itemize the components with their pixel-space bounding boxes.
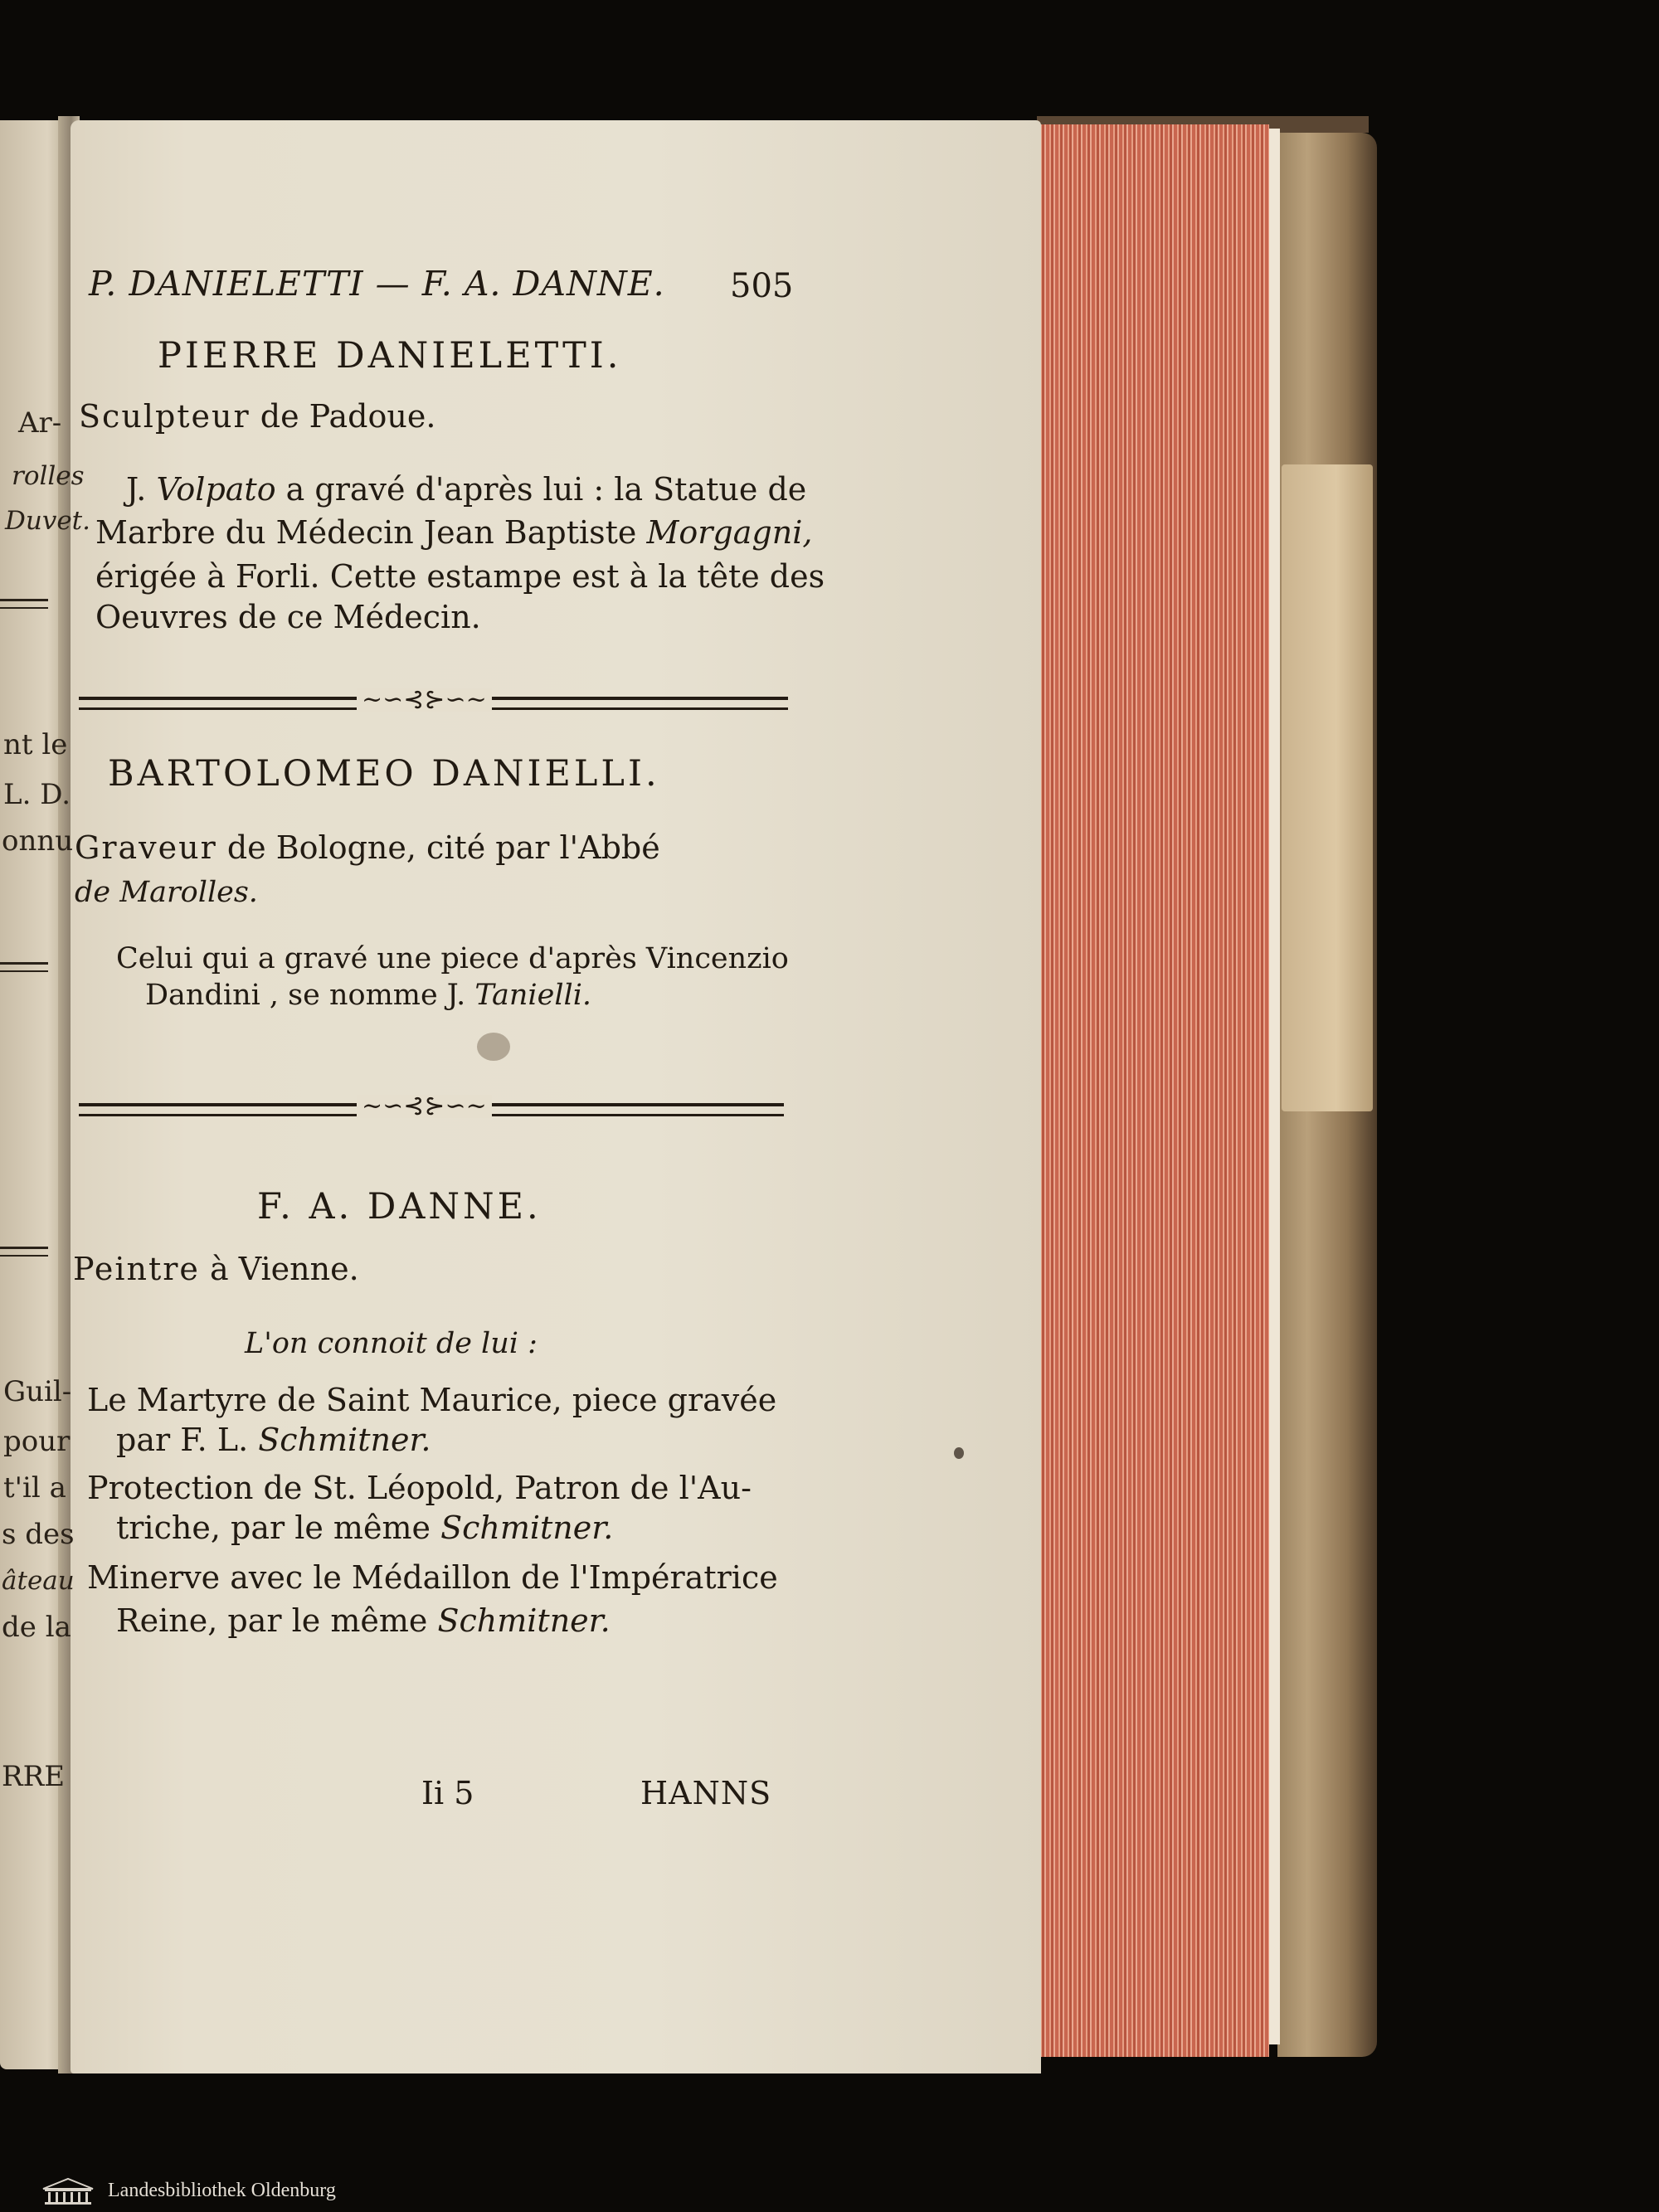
left-fragment: âteau	[2, 1566, 75, 1596]
left-fragment: nt le	[3, 728, 68, 761]
engraver-name: Schmitner.	[437, 1602, 611, 1639]
entry-role	[75, 829, 660, 866]
work-line	[116, 1510, 613, 1546]
left-fragment: onnu	[2, 824, 74, 858]
entry-line: érigée à Forli. Cette estampe est à la tête des	[95, 558, 825, 595]
entry-note-line	[145, 979, 591, 1012]
works-intro: L'on connoit de lui :	[245, 1327, 538, 1360]
work-line: Protection de St. Léopold, Patron de l'Au-	[87, 1470, 752, 1506]
work-line: Le Martyre de Saint Maurice, piece gravée	[87, 1382, 777, 1418]
left-fragment: L. D.	[3, 778, 71, 811]
left-fragment: Guil-	[3, 1375, 72, 1408]
role-word: Peintre	[73, 1251, 200, 1287]
library-logo	[41, 2177, 95, 2205]
left-fragment: Duvet.	[5, 506, 90, 536]
engraver-name: Schmitner.	[258, 1422, 431, 1458]
page-number: 505	[730, 267, 794, 305]
running-title: P. DANIELETTI — F. A. DANNE.	[89, 264, 665, 304]
entry-heading: BARTOLOMEO DANIELLI.	[108, 753, 660, 795]
entry-role-line2: de Marolles.	[75, 876, 258, 909]
signature-mark: Ii 5	[421, 1775, 474, 1811]
engraver-name: Tanielli.	[474, 979, 592, 1012]
subject-name: Morgagni,	[646, 514, 813, 551]
left-fragment: t'il a	[3, 1471, 66, 1505]
left-fragment: Ar-	[18, 406, 62, 440]
entry-line	[126, 471, 806, 508]
entry-heading: F. A. DANNE.	[257, 1186, 542, 1228]
left-fragment: RRE	[2, 1760, 66, 1793]
role-rest: à Vienne.	[199, 1251, 359, 1287]
left-fragment: de la	[2, 1611, 71, 1644]
left-rule	[0, 1247, 48, 1257]
foxing-stain	[477, 1033, 510, 1061]
entry-line: Oeuvres de ce Médecin.	[95, 599, 481, 635]
work-line: Minerve avec le Médaillon de l'Impératrice	[87, 1559, 778, 1596]
library-name: Landesbibliothek Oldenburg	[108, 2180, 336, 2201]
left-fragment: pour	[3, 1425, 71, 1458]
entry-line	[95, 514, 812, 551]
entry-role	[73, 1251, 359, 1287]
left-rule	[0, 599, 48, 609]
engraver-name: Schmitner.	[440, 1510, 614, 1546]
role-rest: de Bologne, cité par l'Abbé	[216, 829, 660, 866]
entry-note-line: Celui qui a gravé une piece d'après Vincenzio	[116, 942, 789, 975]
text: J.	[126, 471, 157, 508]
role-rest: de Padoue.	[250, 398, 436, 435]
entry-role	[79, 398, 435, 435]
page-block-edge	[1037, 124, 1269, 2057]
cover-paper-patch	[1282, 464, 1373, 1111]
ink-spot	[954, 1447, 964, 1459]
work-line	[116, 1602, 611, 1639]
catchword: HANNS	[640, 1775, 772, 1811]
engraver-name: Volpato	[156, 471, 276, 508]
text: triche, par le même	[116, 1510, 441, 1546]
rule-ornament: ~∽⊰⊱∽~	[357, 1095, 492, 1118]
entry-heading: PIERRE DANIELETTI.	[158, 335, 622, 377]
text: Reine, par le même	[116, 1602, 438, 1639]
left-fragment: s des	[2, 1518, 75, 1551]
role-word: Graveur	[75, 829, 217, 866]
left-fragment: rolles	[12, 461, 85, 491]
role-word: Sculpteur	[79, 398, 251, 435]
text: Marbre du Médecin Jean Baptiste	[95, 514, 647, 551]
page-block-edge-light	[1269, 129, 1280, 2044]
rule-ornament: ~∽⊰⊱∽~	[357, 688, 492, 712]
text: par F. L.	[116, 1422, 259, 1458]
left-rule	[0, 962, 48, 972]
text: a gravé d'après lui : la Statue de	[275, 471, 807, 508]
work-line	[116, 1422, 431, 1458]
text: Dandini , se nomme J.	[145, 979, 475, 1012]
